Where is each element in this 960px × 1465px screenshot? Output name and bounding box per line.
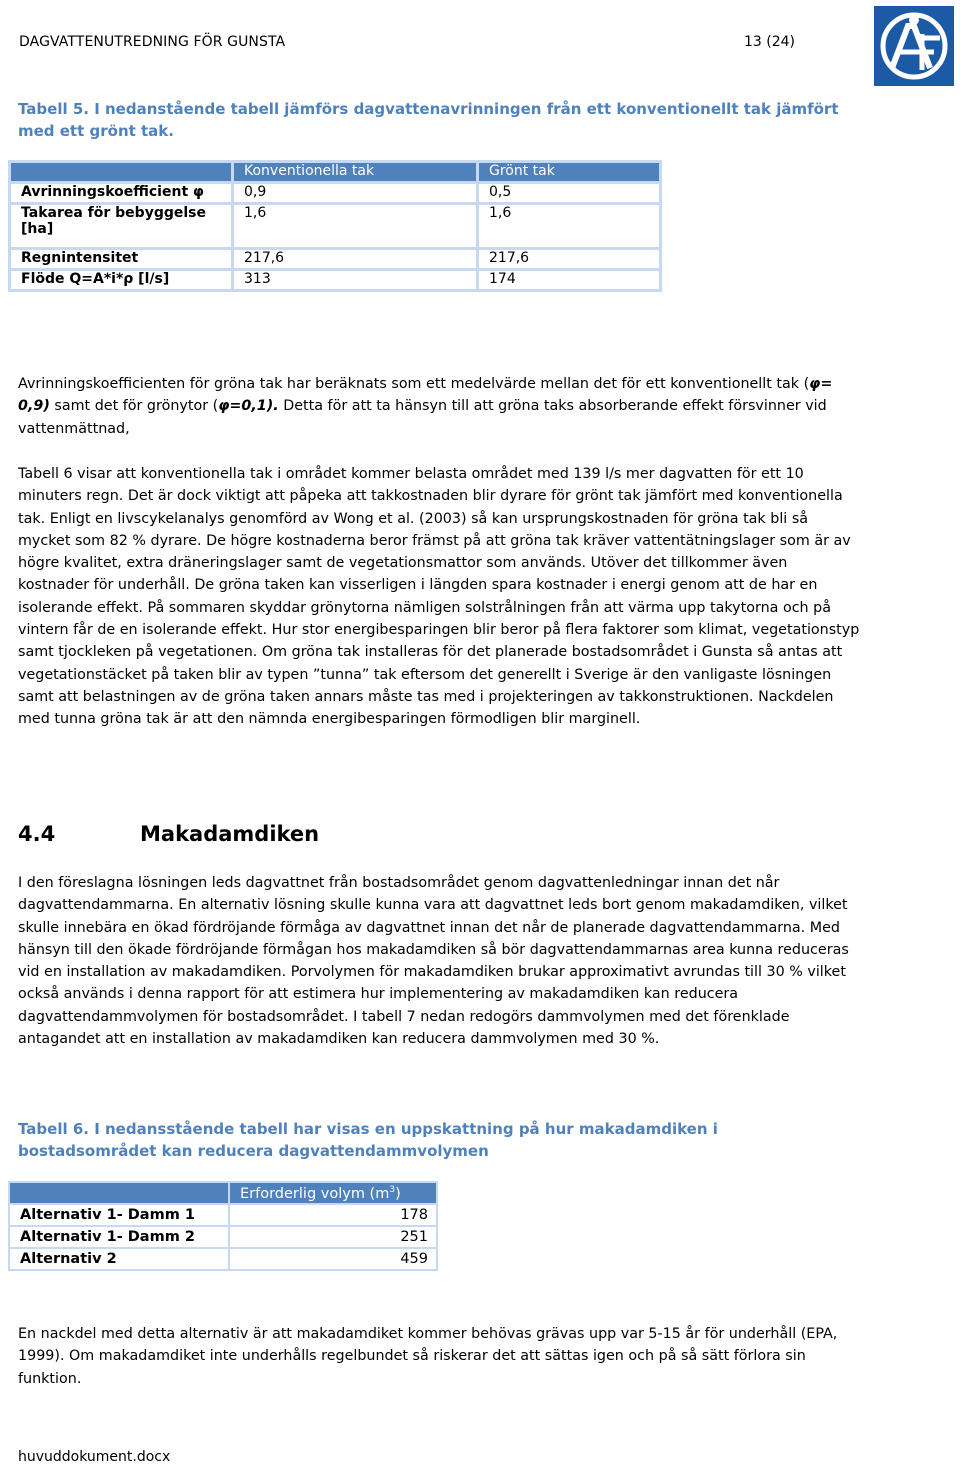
table-row xyxy=(10,183,661,204)
header-close: ) xyxy=(395,1185,401,1202)
table-row xyxy=(10,249,661,270)
row-label: Takarea för bebyggelse [ha] xyxy=(10,204,233,249)
cell-conventional: 217,6 xyxy=(233,249,478,270)
section-number: 4.4 xyxy=(18,822,56,846)
table5 xyxy=(8,160,662,292)
table-row xyxy=(9,1248,437,1270)
table-row xyxy=(9,1226,437,1248)
section-heading xyxy=(18,822,319,846)
row-value: 459 xyxy=(229,1248,437,1270)
row-label: Avrinningskoefficient φ xyxy=(10,183,233,204)
page-number: 13 (24) xyxy=(744,34,796,50)
cell-green: 1,6 xyxy=(478,204,661,249)
row-value: 251 xyxy=(229,1226,437,1248)
table5-caption: Tabell 5. I nedanstående tabell jämförs dagvattenavrinningen från ett konventionellt tak jämfört med ett grönt tak. xyxy=(18,100,839,140)
cell-green: 0,5 xyxy=(478,183,661,204)
cell-conventional: 313 xyxy=(233,270,478,291)
document-footer: huvuddokument.docx xyxy=(18,1449,171,1465)
header-text: Erforderlig volym (m xyxy=(240,1185,390,1202)
cell-green: 174 xyxy=(478,270,661,291)
phi-value: φ= 0,9) xyxy=(18,376,833,415)
row-label: Alternativ 2 xyxy=(9,1248,229,1270)
phi-value: φ=0,1). xyxy=(218,398,279,415)
paragraph-green-roof-costs: Tabell 6 visar att konventionella tak i området kommer belasta området med 139 l/s mer dagvatten för ett 10 minuters regn. Det är dock viktigt att påpeka att takkostnaden blir dyrare för grönt tak jämfört med konventionella tak. Enligt en livscykelanalys genomförd av Wong et al. (2003) så kan ursprungskostnaden för gröna tak bli så mycket som 82 % dyrare. De högre kostnaderna beror främst på att gröna tak kräver vattentätningslager som är av högre kvalitet, extra dräneringslager samt de vegetationsmattor som används. Utöver det tillkommer även kostnader för underhåll. De gröna taken kan visserligen i längden spara kostnader i energi genom att de har en isolerande effekt. På sommaren skyddar grönytorna nämligen solstrålningen från att värma upp takytorna och på vintern får de en isolerande effekt. Hur stor energibesparingen blir beror på flera faktorer som klimat, vegetationstyp samt tjockleken på vegetationen. Om gröna tak installeras för det planerade bostadsområdet i Gunsta så antas att vegetationstäcket på taken blir av typen ”tunna” tak eftersom det generellt i Sverige är den vanligaste lösningen samt att belastningen av de gröna taken annars måste tas med i projekteringen av takkonstruktionen. Nackdelen med tunna gröna tak är att den nämnda energibesparingen förmodligen blir marginell. xyxy=(18,466,860,728)
table-row xyxy=(9,1204,437,1226)
table-header-cell: Konventionella tak xyxy=(233,162,478,183)
table-header-cell xyxy=(10,162,233,183)
table-row xyxy=(10,204,661,249)
table-row xyxy=(10,270,661,291)
table6-caption: Tabell 6. I nedansstående tabell har visas en uppskattning på hur makadamdiken i bostadsområdet kan reducera dagvattendammvolymen xyxy=(18,1120,718,1160)
document-header-title: DAGVATTENUTREDNING FÖR GUNSTA xyxy=(19,34,286,50)
table-header-cell xyxy=(9,1182,229,1204)
row-label: Alternativ 1- Damm 2 xyxy=(9,1226,229,1248)
text-run: Avrinningskoefficienten för gröna tak har beräknats som ett medelvärde mellan det för ett konventionellt tak ( xyxy=(18,376,810,392)
cell-green: 217,6 xyxy=(478,249,661,270)
section-title: Makadamdiken xyxy=(140,822,320,846)
row-label: Flöde Q=A*i*ρ [l/s] xyxy=(10,270,233,291)
text-run: samt det för grönytor ( xyxy=(49,398,219,415)
paragraph-makadamdiken: I den föreslagna lösningen leds dagvattnet från bostadsområdet genom dagvattenledningar innan det når dagvattendammarna. En alternativ lösning skulle kunna vara att dagvattnet leds bort genom makadamdiken, vilket skulle innebära en ökad fördröjande förmåga av dagvattnet innan det når de planerade dagvattendammarna. Med hänsyn till den ökade fördröjande förmågan hos makadamdiken så bör dagvattendammarnas area kunna reduceras vid en installation av makadamdiken. Porvolymen för makadamdiken brukar approximativt avrundas till 30 % vilket också används i denna rapport för att estimera hur implementering av makadamdiken kan reducera dagvattendammvolymen för bostadsområdet. I tabell 7 nedan redogörs dammvolymen med det förenklade antagandet att en installation av makadamdiken kan reducera dammvolymen med 30 %. xyxy=(18,875,849,1048)
cell-conventional: 0,9 xyxy=(233,183,478,204)
af-logo-icon xyxy=(874,6,954,86)
table-header-cell: Grönt tak xyxy=(478,162,661,183)
paragraph-runoff-coefficient xyxy=(18,373,860,440)
table-header-row xyxy=(9,1182,437,1204)
table6 xyxy=(8,1181,438,1271)
cell-conventional: 1,6 xyxy=(233,204,478,249)
table-header-cell xyxy=(229,1182,437,1204)
header-sup: 3 xyxy=(389,1184,396,1195)
table-header-row xyxy=(10,162,661,183)
paragraph-maintenance: En nackdel med detta alternativ är att makadamdiket kommer behövas grävas upp var 5-15 år för underhåll (EPA, 1999). Om makadamdiket inte underhålls regelbundet så riskerar det att sättas igen och på så sätt förlora sin funktion. xyxy=(18,1326,838,1387)
row-label: Alternativ 1- Damm 1 xyxy=(9,1204,229,1226)
row-value: 178 xyxy=(229,1204,437,1226)
text-run: Detta för att ta hänsyn till att gröna taks absorberande effekt försvinner vid vattenmättnad, xyxy=(18,398,827,437)
row-label: Regnintensitet xyxy=(10,249,233,270)
